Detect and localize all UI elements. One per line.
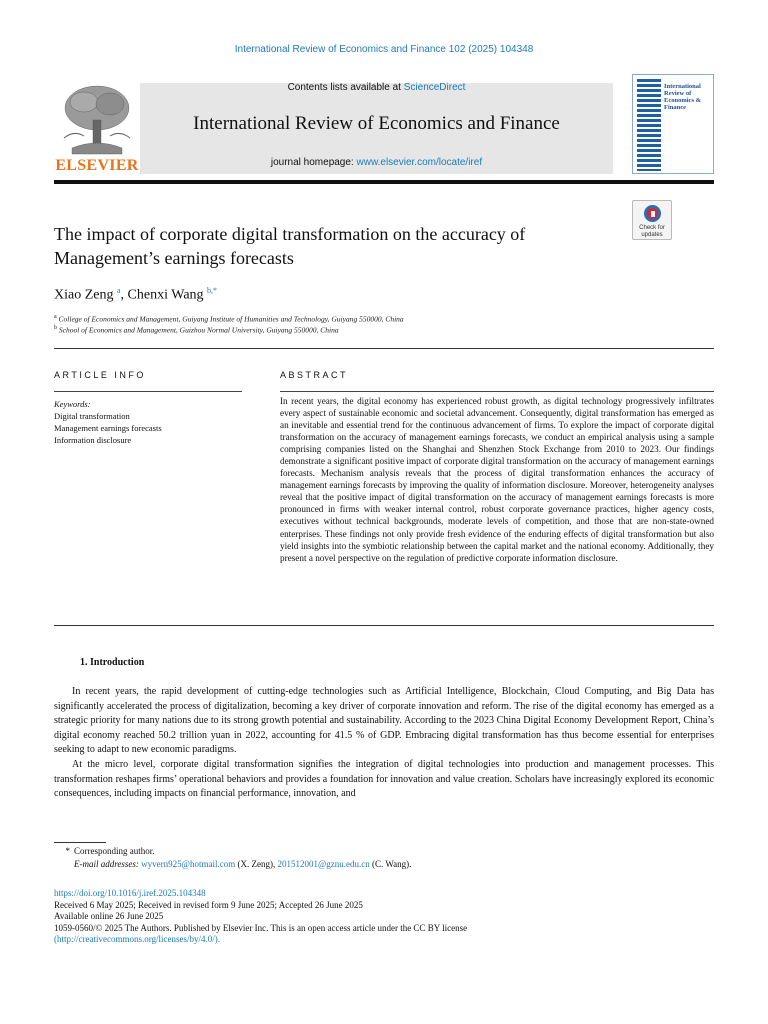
article-metadata	[54, 888, 714, 946]
abstract-heading: ABSTRACT	[280, 370, 349, 380]
author-list: Xiao Zeng $^a$, Chenxi Wang $^{b,*}$	[54, 286, 218, 303]
article-info-rule	[54, 391, 242, 392]
abstract-rule	[280, 391, 714, 392]
doi-link[interactable]: https://doi.org/10.1016/j.iref.2025.104348	[54, 888, 206, 898]
keywords-label: Keywords:	[54, 399, 91, 409]
homepage-line	[140, 157, 613, 168]
email-addresses	[54, 859, 411, 869]
author-affiliation-mark[interactable]: a	[116, 286, 121, 295]
abstract-text: In recent years, the digital economy has experienced robust growth, as digital technology progressively infiltrates every aspect of sustainable economic and societal advancement. Consequently, digital transformation has emerged as an inevitable and essential trend for the continuous advancement of firms. To explore the impact of corporate digital transformation on the accuracy of management earnings forecasts, we conduct an empirical analysis using a sample comprising companies listed on the Shanghai and Shenzhen Stock Exchange from 2010 to 2023. Our findings demonstrate a significant positive impact of corporate digital transformation on the accuracy of management earnings forecasts. Mechanism analysis reveals that the process of digital transformation enhances the accuracy of management earnings forecasts by improving the quality of information disclosure. Moreover, heterogeneity analyses reveal that the positive impact of digital transformation on the accuracy of management earnings forecasts is more pronounced in firms with weaker internal control, robust corporate governance practices, higher agency costs, executives without technical backgrounds, moderate levels of competition, and those that are non-state-owned enterprises. These findings not only provide fresh evidence of the enduring effects of digital transformation but also yield insights into the symbiotic relationship between the capital market and the national economy. Additionally, they present a novel perspective on the regulation of predictive corporate information disclosure.	[280, 396, 714, 563]
corresponding-label: Corresponding author.	[74, 846, 155, 856]
author-affiliation-mark[interactable]: b,*	[207, 286, 218, 295]
introduction-heading: 1. Introduction	[80, 657, 145, 668]
crossmark-label: Check for updates	[639, 225, 665, 238]
cover-title: International Review of Economics & Finance	[664, 83, 702, 111]
author-name[interactable]: Chenxi Wang	[127, 287, 204, 303]
email-owner-wang: (C. Wang).	[369, 859, 412, 869]
cover-stripe	[637, 79, 661, 171]
email-label: E-mail addresses:	[74, 859, 139, 869]
front-matter-divider	[54, 348, 714, 349]
journal-homepage-link[interactable]: www.elsevier.com/locate/iref	[356, 157, 483, 168]
header-divider	[54, 180, 714, 184]
introduction-body	[54, 685, 714, 802]
keyword-item: Digital transformation	[54, 411, 130, 421]
check-for-updates-button[interactable]	[632, 200, 672, 240]
journal-cover-thumbnail[interactable]	[632, 74, 714, 174]
abstract-bottom-divider	[54, 625, 714, 626]
author-name[interactable]: Xiao Zeng	[54, 287, 114, 303]
affiliation-mark: a	[54, 314, 57, 320]
article-info-heading: ARTICLE INFO	[54, 370, 146, 380]
journal-citation[interactable]: International Review of Economics and Finance 102 (2025) 104348	[234, 44, 534, 55]
journal-name: International Review of Economics and Finance	[193, 113, 560, 134]
affiliation-mark: b	[54, 325, 57, 331]
keywords-block	[54, 398, 162, 446]
sciencedirect-link[interactable]: ScienceDirect	[403, 82, 466, 93]
keyword-item: Information disclosure	[54, 435, 132, 445]
body-paragraph: At the micro level, corporate digital transformation signifies the integration of digital technologies into production and management processes. This transformation reshapes firms’ operational behaviors and provides a foundation for innovation and value creation. Scholars have increasingly explored its economic consequences, including impacts on financial performance, innovation, and	[54, 758, 714, 800]
crossmark-icon	[644, 205, 661, 222]
footnote-rule	[54, 842, 106, 843]
affiliation	[54, 314, 404, 324]
footnote-star: *	[65, 846, 70, 856]
body-paragraph: In recent years, the rapid development of cutting-edge technologies such as Artificial Intelligence, Blockchain, Cloud Computing, and Big Data has significantly accelerated the process of digitalization, becoming a key driver of corporate innovation and reform. The rise of the digital economy has emerged as a strategic priority for many nations due to its strong growth potential and sustainability. According to the 2023 China Digital Economy Development Report, China’s digital economy reached 50.2 trillion yuan in 2022, accounting for 41.5 % of GDP. Embracing digital transformation has thus become essential for enterprises seeking to adapt to new economic paradigms.	[54, 686, 714, 756]
article-title: The impact of corporate digital transformation on the accuracy of Management’s earnings forecasts	[54, 224, 526, 268]
corresponding-author-note	[54, 846, 155, 856]
homepage-prefix: journal homepage:	[270, 157, 357, 168]
contents-prefix: Contents lists available at	[287, 82, 404, 93]
elsevier-wordmark: ELSEVIER	[55, 157, 139, 174]
affiliation	[54, 325, 339, 335]
affiliation-text: College of Economics and Management, Guiyang Institute of Humanities and Technology, Guiyang 550000, China	[58, 314, 404, 324]
affiliation-text: School of Economics and Management, Guizhou Normal University, Guiyang 550000, China	[58, 325, 339, 335]
email-link-wang[interactable]: 201512001@gznu.edu.cn	[277, 859, 370, 869]
email-owner-zeng: (X. Zeng),	[235, 859, 278, 869]
received-dates: Received 6 May 2025; Received in revised form 9 June 2025; Accepted 26 June 2025	[54, 899, 363, 910]
license-text: 1059-0560/© 2025 The Authors. Published by Elsevier Inc. This is an open access article under the CC BY license	[54, 922, 468, 933]
license-link[interactable]: (http://creativecommons.org/licenses/by/4.0/).	[54, 934, 221, 945]
contents-line	[140, 82, 613, 93]
keyword-item: Management earnings forecasts	[54, 423, 162, 433]
email-link-zeng[interactable]: wyvern925@hotmail.com	[141, 859, 236, 869]
available-online: Available online 26 June 2025	[54, 911, 164, 922]
